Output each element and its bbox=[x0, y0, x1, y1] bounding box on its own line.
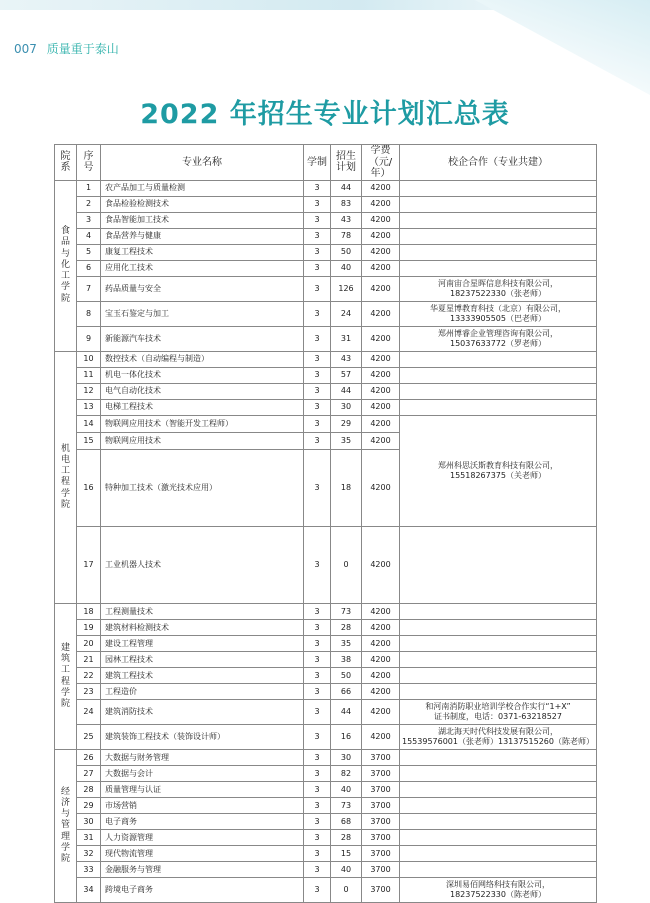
coop-cell-empty bbox=[400, 367, 597, 383]
study-years: 3 bbox=[304, 750, 331, 766]
row-number: 12 bbox=[77, 383, 101, 399]
coop-line: 18237522330（张老师） bbox=[450, 288, 546, 298]
department-name: 建筑工程学院 bbox=[60, 642, 70, 709]
major-name: 食品智能加工技术 bbox=[101, 212, 304, 228]
department-name: 食品与化工学院 bbox=[60, 226, 70, 304]
coop-cell-empty bbox=[400, 196, 597, 212]
enroll-quota: 44 bbox=[331, 700, 362, 725]
enroll-quota: 0 bbox=[331, 878, 362, 903]
major-name: 人力资源管理 bbox=[101, 830, 304, 846]
row-number: 3 bbox=[77, 212, 101, 228]
enroll-quota: 0 bbox=[331, 526, 362, 603]
table-row bbox=[55, 766, 597, 782]
coop-cell-empty bbox=[400, 604, 597, 620]
department-cell bbox=[55, 180, 77, 351]
study-years: 3 bbox=[304, 636, 331, 652]
row-number: 11 bbox=[77, 367, 101, 383]
coop-cell-empty bbox=[400, 180, 597, 196]
enroll-quota: 44 bbox=[331, 180, 362, 196]
enroll-quota: 30 bbox=[331, 750, 362, 766]
study-years: 3 bbox=[304, 244, 331, 260]
coop-cell-empty bbox=[400, 782, 597, 798]
table-row bbox=[55, 620, 597, 636]
row-number: 4 bbox=[77, 228, 101, 244]
row-number: 30 bbox=[77, 814, 101, 830]
major-name: 特种加工技术（激光技术应用） bbox=[101, 449, 304, 526]
enroll-quota: 82 bbox=[331, 766, 362, 782]
tuition-fee: 4200 bbox=[362, 526, 400, 603]
study-years: 3 bbox=[304, 798, 331, 814]
enroll-quota: 83 bbox=[331, 196, 362, 212]
study-years: 3 bbox=[304, 228, 331, 244]
study-years: 3 bbox=[304, 276, 331, 301]
table-row bbox=[55, 830, 597, 846]
col-header-major: 专业名称 bbox=[101, 145, 304, 181]
table-row bbox=[55, 276, 597, 301]
enroll-quota: 24 bbox=[331, 301, 362, 326]
department-cell bbox=[55, 351, 77, 604]
major-name: 物联网应用技术（智能开发工程师） bbox=[101, 415, 304, 432]
coop-cell-empty bbox=[400, 766, 597, 782]
row-number: 9 bbox=[77, 326, 101, 351]
coop-cell-empty bbox=[400, 636, 597, 652]
enroll-quota: 50 bbox=[331, 244, 362, 260]
study-years: 3 bbox=[304, 604, 331, 620]
major-name: 市场营销 bbox=[101, 798, 304, 814]
major-name: 康复工程技术 bbox=[101, 244, 304, 260]
col-header-no: 序号 bbox=[77, 145, 101, 181]
tuition-fee: 4200 bbox=[362, 449, 400, 526]
coop-cell bbox=[400, 301, 597, 326]
study-years: 3 bbox=[304, 668, 331, 684]
row-number: 34 bbox=[77, 878, 101, 903]
coop-cell-empty bbox=[400, 684, 597, 700]
table-row bbox=[55, 684, 597, 700]
major-name: 建筑消防技术 bbox=[101, 700, 304, 725]
row-number: 31 bbox=[77, 830, 101, 846]
major-name: 药品质量与安全 bbox=[101, 276, 304, 301]
enroll-quota: 31 bbox=[331, 326, 362, 351]
tuition-fee: 4200 bbox=[362, 636, 400, 652]
major-name: 跨境电子商务 bbox=[101, 878, 304, 903]
major-name: 机电一体化技术 bbox=[101, 367, 304, 383]
enroll-quota: 73 bbox=[331, 604, 362, 620]
study-years: 3 bbox=[304, 196, 331, 212]
row-number: 22 bbox=[77, 668, 101, 684]
coop-cell-empty bbox=[400, 399, 597, 415]
table-row bbox=[55, 244, 597, 260]
coop-line: 华夏星博教育科技（北京）有限公司， bbox=[430, 303, 566, 313]
enroll-quota: 40 bbox=[331, 260, 362, 276]
major-name: 食品营养与健康 bbox=[101, 228, 304, 244]
tuition-fee: 4200 bbox=[362, 725, 400, 750]
study-years: 3 bbox=[304, 326, 331, 351]
study-years: 3 bbox=[304, 449, 331, 526]
major-name: 食品检验检测技术 bbox=[101, 196, 304, 212]
major-name: 工程测量技术 bbox=[101, 604, 304, 620]
study-years: 3 bbox=[304, 260, 331, 276]
row-number: 23 bbox=[77, 684, 101, 700]
study-years: 3 bbox=[304, 351, 331, 367]
coop-line: 和河南消防职业培训学校合作实行“1+X” bbox=[425, 702, 571, 712]
row-number: 14 bbox=[77, 415, 101, 432]
tuition-fee: 4200 bbox=[362, 684, 400, 700]
tuition-fee: 4200 bbox=[362, 212, 400, 228]
enrollment-plan-table bbox=[54, 144, 597, 903]
coop-cell-empty bbox=[400, 862, 597, 878]
major-name: 电气自动化技术 bbox=[101, 383, 304, 399]
table-row bbox=[55, 750, 597, 766]
table-row bbox=[55, 326, 597, 351]
major-name: 建筑工程技术 bbox=[101, 668, 304, 684]
table-row bbox=[55, 260, 597, 276]
coop-line: 15539576001（张老师）13137515260（陈老师） bbox=[402, 737, 594, 746]
table-row bbox=[55, 798, 597, 814]
major-name: 建筑材料检测技术 bbox=[101, 620, 304, 636]
coop-line: 18237522330（陈老师） bbox=[450, 890, 546, 899]
major-name: 现代物流管理 bbox=[101, 846, 304, 862]
study-years: 3 bbox=[304, 725, 331, 750]
table-body bbox=[55, 180, 597, 903]
enroll-quota: 66 bbox=[331, 684, 362, 700]
major-name: 质量管理与认证 bbox=[101, 782, 304, 798]
enroll-quota: 68 bbox=[331, 814, 362, 830]
header-slogan: 质量重于泰山 bbox=[46, 42, 119, 56]
major-name: 宝玉石鉴定与加工 bbox=[101, 301, 304, 326]
department-cell bbox=[55, 750, 77, 903]
study-years: 3 bbox=[304, 782, 331, 798]
study-years: 3 bbox=[304, 367, 331, 383]
table-row bbox=[55, 399, 597, 415]
study-years: 3 bbox=[304, 212, 331, 228]
tuition-fee: 4200 bbox=[362, 276, 400, 301]
enroll-quota: 126 bbox=[331, 276, 362, 301]
row-number: 17 bbox=[77, 526, 101, 603]
row-number: 27 bbox=[77, 766, 101, 782]
enroll-quota: 73 bbox=[331, 798, 362, 814]
row-number: 26 bbox=[77, 750, 101, 766]
table-row bbox=[55, 367, 597, 383]
study-years: 3 bbox=[304, 846, 331, 862]
coop-line: 河南宙合星晖信息科技有限公司， bbox=[438, 278, 558, 288]
coop-cell-empty bbox=[400, 750, 597, 766]
table-row bbox=[55, 212, 597, 228]
major-name: 工程造价 bbox=[101, 684, 304, 700]
study-years: 3 bbox=[304, 830, 331, 846]
enroll-quota: 44 bbox=[331, 383, 362, 399]
tuition-fee: 3700 bbox=[362, 878, 400, 903]
major-name: 大数据与财务管理 bbox=[101, 750, 304, 766]
table-row bbox=[55, 668, 597, 684]
table-row bbox=[55, 196, 597, 212]
col-header-fee: 学费（元/年） bbox=[362, 145, 400, 181]
enroll-quota: 50 bbox=[331, 668, 362, 684]
table-row bbox=[55, 301, 597, 326]
study-years: 3 bbox=[304, 383, 331, 399]
tuition-fee: 3700 bbox=[362, 830, 400, 846]
tuition-fee: 3700 bbox=[362, 750, 400, 766]
row-number: 28 bbox=[77, 782, 101, 798]
study-years: 3 bbox=[304, 526, 331, 603]
study-years: 3 bbox=[304, 620, 331, 636]
row-number: 1 bbox=[77, 180, 101, 196]
coop-cell-empty bbox=[400, 846, 597, 862]
coop-cell-empty bbox=[400, 652, 597, 668]
major-name: 园林工程技术 bbox=[101, 652, 304, 668]
study-years: 3 bbox=[304, 700, 331, 725]
study-years: 3 bbox=[304, 652, 331, 668]
row-number: 32 bbox=[77, 846, 101, 862]
study-years: 3 bbox=[304, 814, 331, 830]
major-name: 工业机器人技术 bbox=[101, 526, 304, 603]
study-years: 3 bbox=[304, 301, 331, 326]
coop-cell bbox=[400, 415, 597, 526]
tuition-fee: 3700 bbox=[362, 846, 400, 862]
tuition-fee: 4200 bbox=[362, 367, 400, 383]
col-header-dept: 院系 bbox=[55, 145, 77, 181]
major-name: 建筑装饰工程技术（装饰设计师） bbox=[101, 725, 304, 750]
enroll-quota: 57 bbox=[331, 367, 362, 383]
table-row bbox=[55, 700, 597, 725]
tuition-fee: 4200 bbox=[362, 668, 400, 684]
major-name: 农产品加工与质量检测 bbox=[101, 180, 304, 196]
tuition-fee: 4200 bbox=[362, 244, 400, 260]
coop-cell-empty bbox=[400, 830, 597, 846]
coop-line: 15037633772（罗老师） bbox=[450, 338, 546, 348]
tuition-fee: 3700 bbox=[362, 862, 400, 878]
coop-line: 湖北海天时代科技发展有限公司， bbox=[438, 727, 558, 737]
tuition-fee: 4200 bbox=[362, 604, 400, 620]
major-name: 大数据与会计 bbox=[101, 766, 304, 782]
page-number: 007 bbox=[14, 42, 37, 56]
major-name: 建设工程管理 bbox=[101, 636, 304, 652]
study-years: 3 bbox=[304, 862, 331, 878]
row-number: 20 bbox=[77, 636, 101, 652]
tuition-fee: 4200 bbox=[362, 228, 400, 244]
coop-cell-empty bbox=[400, 351, 597, 367]
enroll-quota: 43 bbox=[331, 351, 362, 367]
table-row bbox=[55, 526, 597, 603]
row-number: 6 bbox=[77, 260, 101, 276]
study-years: 3 bbox=[304, 878, 331, 903]
enroll-quota: 29 bbox=[331, 415, 362, 432]
tuition-fee: 3700 bbox=[362, 814, 400, 830]
study-years: 3 bbox=[304, 432, 331, 449]
enroll-quota: 28 bbox=[331, 830, 362, 846]
table-row bbox=[55, 180, 597, 196]
enroll-quota: 43 bbox=[331, 212, 362, 228]
corner-decoration bbox=[400, 0, 650, 95]
table-row bbox=[55, 228, 597, 244]
tuition-fee: 3700 bbox=[362, 782, 400, 798]
study-years: 3 bbox=[304, 684, 331, 700]
enroll-quota: 40 bbox=[331, 862, 362, 878]
coop-line: 郑州博睿企业管理咨询有限公司， bbox=[438, 328, 558, 338]
study-years: 3 bbox=[304, 399, 331, 415]
coop-cell bbox=[400, 700, 597, 725]
enroll-quota: 16 bbox=[331, 725, 362, 750]
coop-cell-empty bbox=[400, 260, 597, 276]
coop-cell-empty bbox=[400, 244, 597, 260]
row-number: 8 bbox=[77, 301, 101, 326]
tuition-fee: 4200 bbox=[362, 383, 400, 399]
department-name: 机电工程学院 bbox=[60, 443, 70, 510]
major-name: 电梯工程技术 bbox=[101, 399, 304, 415]
coop-line: 深圳易佰网络科技有限公司， bbox=[446, 880, 550, 890]
row-number: 25 bbox=[77, 725, 101, 750]
row-number: 16 bbox=[77, 449, 101, 526]
tuition-fee: 4200 bbox=[362, 180, 400, 196]
col-header-coop: 校企合作（专业共建） bbox=[400, 145, 597, 181]
row-number: 10 bbox=[77, 351, 101, 367]
tuition-fee: 4200 bbox=[362, 301, 400, 326]
enroll-quota: 78 bbox=[331, 228, 362, 244]
table-row bbox=[55, 415, 597, 432]
coop-cell-empty bbox=[400, 814, 597, 830]
row-number: 21 bbox=[77, 652, 101, 668]
row-number: 29 bbox=[77, 798, 101, 814]
enroll-quota: 35 bbox=[331, 636, 362, 652]
coop-cell bbox=[400, 878, 597, 903]
department-name: 经济与管理学院 bbox=[60, 786, 70, 865]
coop-line: 13333905505（巴老师） bbox=[450, 313, 546, 323]
table-row bbox=[55, 725, 597, 750]
table-row bbox=[55, 383, 597, 399]
coop-cell-empty bbox=[400, 668, 597, 684]
row-number: 24 bbox=[77, 700, 101, 725]
tuition-fee: 4200 bbox=[362, 620, 400, 636]
coop-cell-empty bbox=[400, 383, 597, 399]
enroll-quota: 15 bbox=[331, 846, 362, 862]
tuition-fee: 3700 bbox=[362, 766, 400, 782]
page-header bbox=[14, 40, 119, 60]
coop-cell-empty bbox=[400, 798, 597, 814]
tuition-fee: 4200 bbox=[362, 700, 400, 725]
row-number: 2 bbox=[77, 196, 101, 212]
study-years: 3 bbox=[304, 415, 331, 432]
major-name: 金融服务与管理 bbox=[101, 862, 304, 878]
major-name: 新能源汽车技术 bbox=[101, 326, 304, 351]
table-row bbox=[55, 846, 597, 862]
page-title: 2022 年招生专业计划汇总表 bbox=[140, 99, 510, 130]
table-row bbox=[55, 862, 597, 878]
table-row bbox=[55, 636, 597, 652]
department-cell bbox=[55, 604, 77, 750]
row-number: 5 bbox=[77, 244, 101, 260]
tuition-fee: 4200 bbox=[362, 399, 400, 415]
tuition-fee: 4200 bbox=[362, 196, 400, 212]
tuition-fee: 4200 bbox=[362, 260, 400, 276]
coop-cell bbox=[400, 725, 597, 750]
table-row bbox=[55, 878, 597, 903]
coop-cell-empty bbox=[400, 620, 597, 636]
major-name: 应用化工技术 bbox=[101, 260, 304, 276]
table-row bbox=[55, 652, 597, 668]
tuition-fee: 4200 bbox=[362, 351, 400, 367]
tuition-fee: 3700 bbox=[362, 798, 400, 814]
table-row bbox=[55, 604, 597, 620]
study-years: 3 bbox=[304, 180, 331, 196]
tuition-fee: 4200 bbox=[362, 432, 400, 449]
enroll-quota: 18 bbox=[331, 449, 362, 526]
coop-line: 郑州科思沃斯教育科技有限公司， bbox=[438, 461, 558, 471]
table-row bbox=[55, 351, 597, 367]
col-header-quota: 招生计划 bbox=[331, 145, 362, 181]
coop-line: 证书制度，电话：0371-63218527 bbox=[434, 712, 562, 721]
enroll-quota: 30 bbox=[331, 399, 362, 415]
tuition-fee: 4200 bbox=[362, 326, 400, 351]
coop-cell-empty bbox=[400, 228, 597, 244]
row-number: 19 bbox=[77, 620, 101, 636]
coop-cell bbox=[400, 276, 597, 301]
enroll-quota: 40 bbox=[331, 782, 362, 798]
col-header-years: 学制 bbox=[304, 145, 331, 181]
coop-cell bbox=[400, 326, 597, 351]
major-name: 物联网应用技术 bbox=[101, 432, 304, 449]
study-years: 3 bbox=[304, 766, 331, 782]
table-header-row bbox=[55, 145, 597, 181]
table-row bbox=[55, 814, 597, 830]
row-number: 33 bbox=[77, 862, 101, 878]
enroll-quota: 38 bbox=[331, 652, 362, 668]
table-row bbox=[55, 782, 597, 798]
tuition-fee: 4200 bbox=[362, 652, 400, 668]
coop-line: 15518267375（关老师） bbox=[450, 470, 546, 480]
row-number: 18 bbox=[77, 604, 101, 620]
enroll-quota: 35 bbox=[331, 432, 362, 449]
major-name: 数控技术（自动编程与制造） bbox=[101, 351, 304, 367]
enroll-quota: 28 bbox=[331, 620, 362, 636]
coop-cell-empty bbox=[400, 212, 597, 228]
major-name: 电子商务 bbox=[101, 814, 304, 830]
tuition-fee: 4200 bbox=[362, 415, 400, 432]
row-number: 7 bbox=[77, 276, 101, 301]
row-number: 13 bbox=[77, 399, 101, 415]
row-number: 15 bbox=[77, 432, 101, 449]
